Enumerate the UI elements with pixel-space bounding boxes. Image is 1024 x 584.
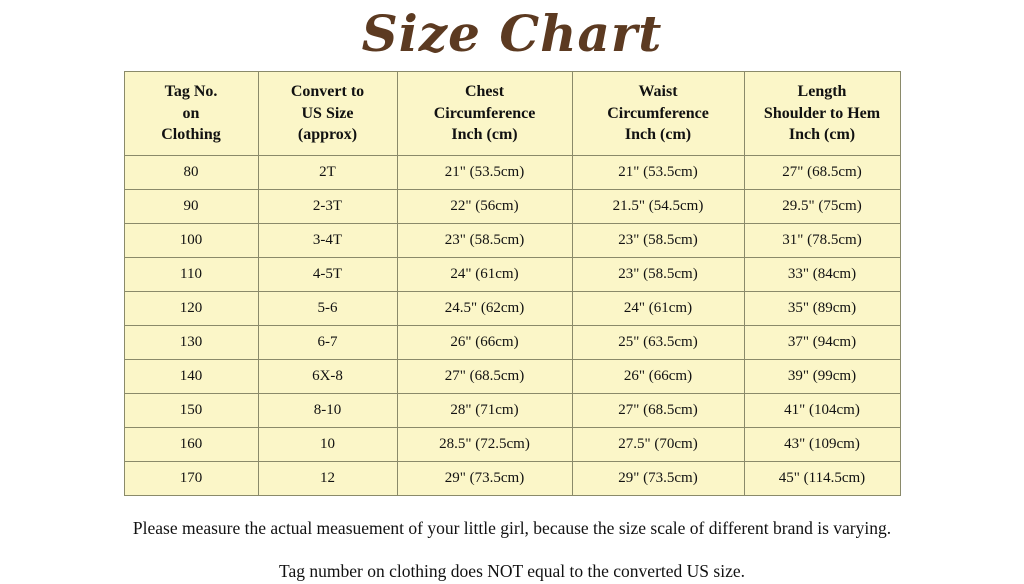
- column-header-waist: Waist Circumference Inch (cm): [572, 72, 744, 156]
- table-cell-4: 45" (114.5cm): [744, 461, 900, 495]
- table-cell-1: 2T: [258, 155, 397, 189]
- table-cell-1: 5-6: [258, 291, 397, 325]
- table-cell-2: 21" (53.5cm): [397, 155, 572, 189]
- table-cell-0: 140: [124, 359, 258, 393]
- page-title: Size Chart: [361, 4, 663, 63]
- table-header: [124, 72, 900, 156]
- table-row: [124, 325, 900, 359]
- table-cell-1: 10: [258, 427, 397, 461]
- table-cell-4: 35" (89cm): [744, 291, 900, 325]
- size-chart-table: [124, 71, 901, 496]
- table-cell-0: 110: [124, 257, 258, 291]
- table-row: [124, 223, 900, 257]
- table-cell-4: 37" (94cm): [744, 325, 900, 359]
- column-header-length: Length Shoulder to Hem Inch (cm): [744, 72, 900, 156]
- table-cell-1: 4-5T: [258, 257, 397, 291]
- table-cell-4: 39" (99cm): [744, 359, 900, 393]
- table-cell-1: 6X-8: [258, 359, 397, 393]
- column-header-us-size: Convert to US Size (approx): [258, 72, 397, 156]
- table-cell-2: 22" (56cm): [397, 189, 572, 223]
- table-cell-1: 3-4T: [258, 223, 397, 257]
- table-header-row: [124, 72, 900, 156]
- table-row: [124, 189, 900, 223]
- table-cell-3: 23" (58.5cm): [572, 223, 744, 257]
- table-cell-4: 43" (109cm): [744, 427, 900, 461]
- table-body: [124, 155, 900, 495]
- table-cell-0: 80: [124, 155, 258, 189]
- table-cell-1: 6-7: [258, 325, 397, 359]
- table-cell-0: 150: [124, 393, 258, 427]
- table-cell-0: 90: [124, 189, 258, 223]
- table-cell-3: 24" (61cm): [572, 291, 744, 325]
- table-cell-2: 24.5" (62cm): [397, 291, 572, 325]
- table-cell-3: 23" (58.5cm): [572, 257, 744, 291]
- table-cell-2: 29" (73.5cm): [397, 461, 572, 495]
- table-cell-0: 130: [124, 325, 258, 359]
- table-cell-0: 100: [124, 223, 258, 257]
- table-cell-2: 24" (61cm): [397, 257, 572, 291]
- table-cell-1: 2-3T: [258, 189, 397, 223]
- table-row: [124, 291, 900, 325]
- table-row: [124, 427, 900, 461]
- table-cell-4: 41" (104cm): [744, 393, 900, 427]
- table-cell-2: 27" (68.5cm): [397, 359, 572, 393]
- table-cell-4: 29.5" (75cm): [744, 189, 900, 223]
- table-cell-3: 27.5" (70cm): [572, 427, 744, 461]
- table-cell-2: 28" (71cm): [397, 393, 572, 427]
- table-row: [124, 359, 900, 393]
- table-cell-3: 21" (53.5cm): [572, 155, 744, 189]
- table-cell-3: 26" (66cm): [572, 359, 744, 393]
- table-cell-0: 170: [124, 461, 258, 495]
- table-cell-1: 12: [258, 461, 397, 495]
- table-row: [124, 461, 900, 495]
- table-cell-0: 160: [124, 427, 258, 461]
- notes: [42, 508, 982, 584]
- table-cell-3: 29" (73.5cm): [572, 461, 744, 495]
- column-header-tag-no: Tag No. on Clothing: [124, 72, 258, 156]
- table-cell-3: 25" (63.5cm): [572, 325, 744, 359]
- table-cell-3: 27" (68.5cm): [572, 393, 744, 427]
- table-cell-2: 26" (66cm): [397, 325, 572, 359]
- table-cell-2: 23" (58.5cm): [397, 223, 572, 257]
- table-row: [124, 155, 900, 189]
- column-header-chest: Chest Circumference Inch (cm): [397, 72, 572, 156]
- table-cell-0: 120: [124, 291, 258, 325]
- table-row: [124, 393, 900, 427]
- table-cell-4: 33" (84cm): [744, 257, 900, 291]
- table-cell-4: 27" (68.5cm): [744, 155, 900, 189]
- note-line-1: Please measure the actual measuement of your little girl, because the size scale of different brand is varying.: [132, 517, 892, 538]
- table-cell-1: 8-10: [258, 393, 397, 427]
- table-cell-4: 31" (78.5cm): [744, 223, 900, 257]
- size-chart-table-wrap: [124, 71, 901, 496]
- table-row: [124, 257, 900, 291]
- table-cell-3: 21.5" (54.5cm): [572, 189, 744, 223]
- note-line-2: Tag number on clothing does NOT equal to the converted US size.: [279, 561, 745, 582]
- table-cell-2: 28.5" (72.5cm): [397, 427, 572, 461]
